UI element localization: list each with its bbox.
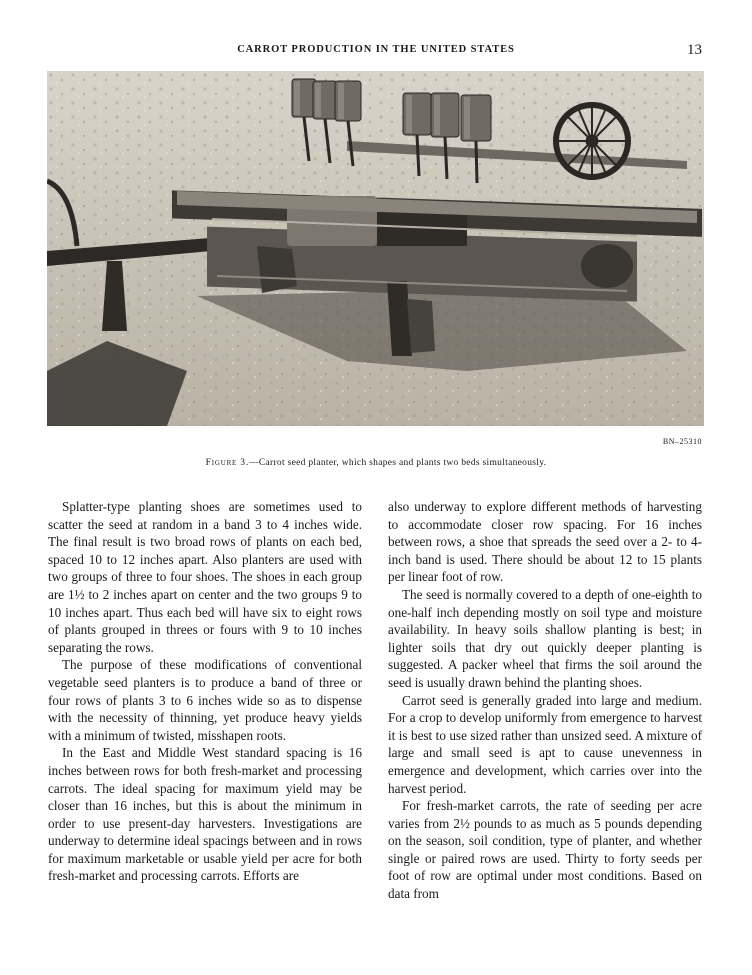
paragraph: Splatter-type planting shoes are sometimes used to scatter the seed at random in a band 3 to 4 inches wide. The final result is two broad rows of plants on each bed, spaced 10 to 12 inches apart. Also planters are used with two groups of three to four shoes. The shoes in each group are 1½ to 2 inches apart on center and the two groups 9 to 10 inches apart. Thus each bed will have six to eight rows of plants grouped in threes or fours with 9 to 10 inches separating the rows. [48,499,362,655]
paragraph: In the East and Middle West standard spacing is 16 inches between rows for both fresh-market and processing carrots. The ideal spacing for maximum yield may be closer than 16 inches, but this is about the minimum in order to use present-day harvesters. Investigations are underway to determine ideal spacings between and in rows for maximum marketable or usable yield per acre for both fresh-market and processing carrots. Efforts are [48,745,362,884]
caption-text: —Carrot seed planter, which shapes and plants two beds simultaneously. [249,458,547,468]
figure-caption [48,458,704,468]
running-title: CARROT PRODUCTION IN THE UNITED STATES [237,44,515,55]
page-number: 13 [687,42,702,58]
seed-planter-photo [47,71,704,426]
body-column-right [388,498,702,903]
figure-photo [47,71,704,426]
paragraph: For fresh-market carrots, the rate of seeding per acre varies from 2½ pounds to as much as 5 pounds depending on the season, soil condition, type of planter, and whether single or paired rows are used. Thirty to forty seeds per foot of row are optimal under most conditions. Based on data from [388,798,702,902]
caption-label: Figure 3. [205,458,250,468]
paragraph: The purpose of these modifications of conventional vegetable seed planters is to produce a band of three or four rows of plants 3 to 6 inches wide so as to dispense with the necessity of thinning, yet produce heavy yields with a minimum of twisted, misshapen roots. [48,657,362,743]
paragraph: Carrot seed is generally graded into large and medium. For a crop to develop uniformly from emergence to harvest it is best to use sized rather than unsized seed. A mixture of large and small seed is apt to cause unevenness in emergence and development, which carries over into the harvest period. [388,692,702,796]
paragraph: The seed is normally covered to a depth of one-eighth to one-half inch depending mostly on soil type and moisture availability. In heavy soils shallow planting is best; in lighter soils that dry out quickly deeper planting is suggested. A packer wheel that firms the soil around the seed is usually drawn behind the planting shoes. [388,586,702,690]
body-column-left [48,498,362,885]
running-head [48,42,704,60]
paragraph: also underway to explore different methods of harvesting to accommodate closer row spacing. For 16 inches between rows, a shoe that spreads the seed over a 2- to 4-inch band is used. There should be about 12 to 15 plants per linear foot of row. [388,499,702,585]
photo-code: BN–25310 [662,437,702,446]
